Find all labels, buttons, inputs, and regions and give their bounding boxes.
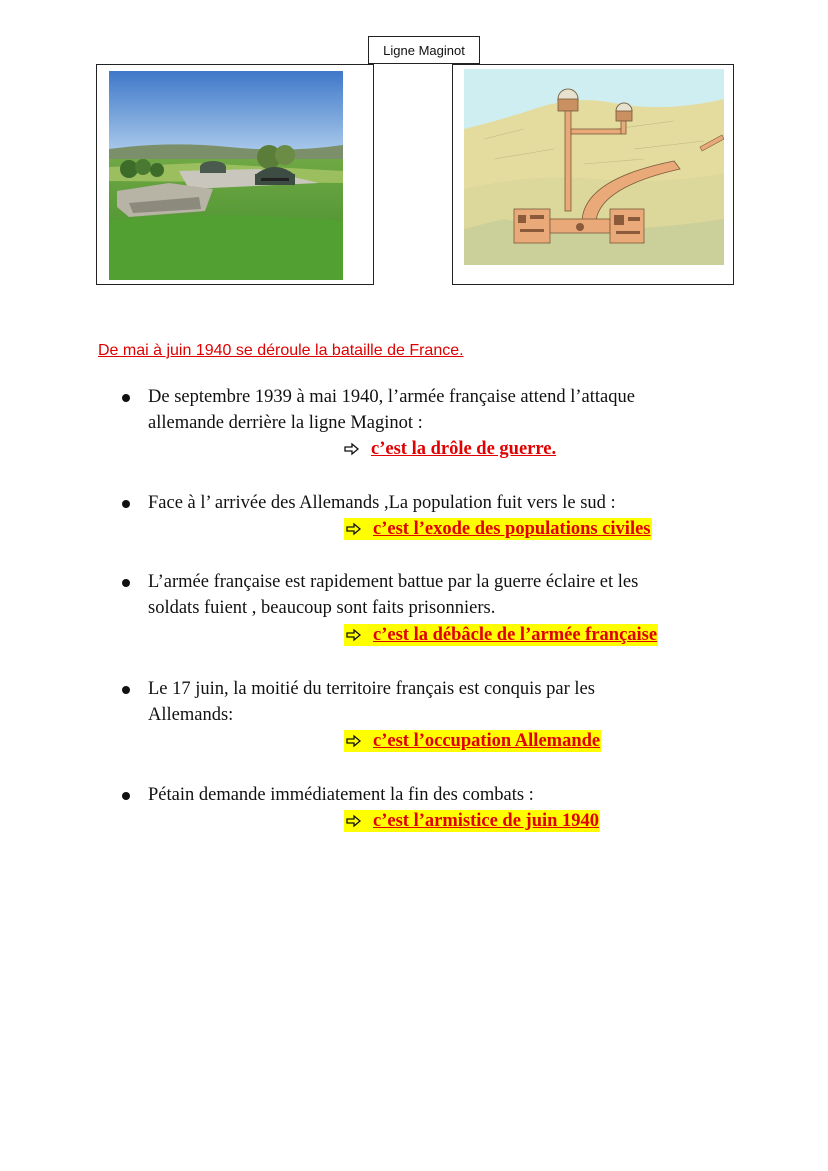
right-arrow-icon — [346, 814, 362, 828]
bullet-icon — [122, 500, 130, 508]
maginot-bunker-photo — [109, 71, 343, 280]
answer-text: c’est la drôle de guerre. — [371, 439, 557, 459]
answer-row — [344, 518, 652, 540]
bunker-photo-frame — [96, 64, 374, 285]
figure-caption: Ligne Maginot — [368, 36, 480, 64]
maginot-fort-cross-section — [464, 69, 724, 265]
item-text-line: L’armée française est rapidement battue par la guerre éclaire et les — [148, 572, 639, 592]
item-text-line: De septembre 1939 à mai 1940, l’armée française attend l’attaque — [148, 387, 635, 407]
answer-row — [344, 624, 658, 646]
right-arrow-icon — [346, 628, 362, 642]
answer-row — [344, 730, 601, 752]
answer-row — [344, 810, 600, 832]
item-text-line: Face à l’ arrivée des Allemands ,La population fuit vers le sud : — [148, 493, 616, 513]
item-text-line: Pétain demande immédiatement la fin des combats : — [148, 785, 534, 805]
answer-text: c’est l’exode des populations civiles — [373, 519, 651, 539]
bullet-icon — [122, 792, 130, 800]
item-text-line: Le 17 juin, la moitié du territoire français est conquis par les — [148, 679, 595, 699]
fort-diagram-frame — [452, 64, 734, 285]
bullet-icon — [122, 579, 130, 587]
right-arrow-icon — [344, 442, 360, 456]
item-text-line: allemande derrière la ligne Maginot : — [148, 413, 423, 433]
right-arrow-icon — [346, 522, 362, 536]
bullet-icon — [122, 686, 130, 694]
answer-text: c’est la débâcle de l’armée française — [373, 625, 658, 645]
answer-text: c’est l’armistice de juin 1940 — [373, 811, 600, 831]
section-heading: De mai à juin 1940 se déroule la bataille de France. — [98, 342, 464, 359]
right-arrow-icon — [346, 734, 362, 748]
answer-text: c’est l’occupation Allemande — [373, 731, 601, 751]
item-text-line: soldats fuient , beaucoup sont faits prisonniers. — [148, 598, 496, 618]
item-text-line: Allemands: — [148, 705, 234, 725]
bullet-icon — [122, 394, 130, 402]
answer-row — [344, 438, 557, 460]
